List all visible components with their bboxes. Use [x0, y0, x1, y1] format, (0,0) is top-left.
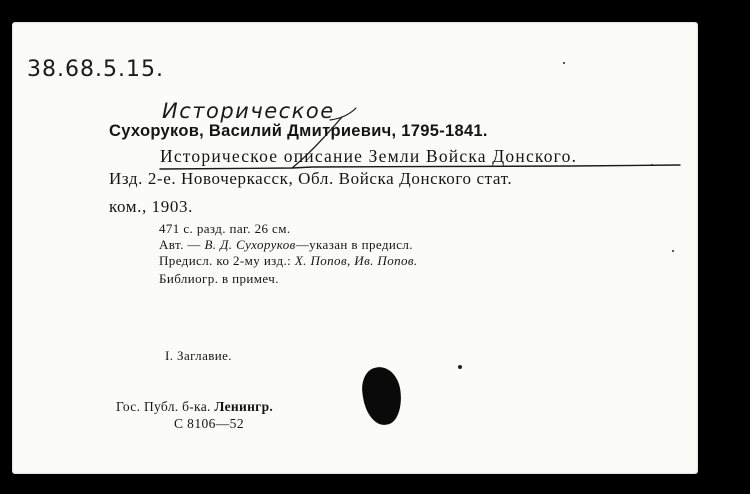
- accession-number: 38.68.5.15.: [27, 57, 164, 82]
- ink-speck: [458, 365, 462, 369]
- note-author-suffix: —указан в предисл.: [295, 237, 413, 252]
- library-stamp: [116, 400, 273, 414]
- pagination: 471 с. разд. паг. 26 см.: [159, 221, 291, 236]
- imprint-line-2: ком., 1903.: [109, 197, 193, 216]
- note-preface-names: Х. Попов, Ив. Попов.: [294, 253, 418, 268]
- note-preface: [159, 254, 418, 267]
- card-number: С 8106—52: [174, 416, 244, 431]
- author-heading: Сухоруков, Василий Дмитриевич, 1795-1841.: [109, 122, 488, 140]
- note-preface-prefix: Предисл. ко 2-му изд.:: [159, 253, 295, 268]
- note-author: [159, 238, 413, 251]
- library-city: Ленингр.: [214, 399, 274, 414]
- title-statement: Историческое описание Земли Войска Донского.: [160, 146, 578, 166]
- subject-tracing: I. Заглавие.: [165, 348, 232, 363]
- imprint-line-1: Изд. 2-е. Новочеркасск, Обл. Войска Донского стат.: [109, 169, 513, 188]
- ink-speck: [651, 164, 653, 166]
- note-bibliography: Библиогр. в примеч.: [159, 271, 279, 286]
- ink-speck: [672, 250, 674, 252]
- library-name: Гос. Публ. б-ка.: [116, 399, 215, 414]
- ink-blot: [359, 365, 405, 428]
- note-author-name: В. Д. Сухоруков: [204, 237, 296, 252]
- catalog-card: [12, 22, 698, 474]
- handwritten-title: Историческое: [162, 99, 335, 123]
- note-author-prefix: Авт. —: [159, 237, 205, 252]
- ink-speck: [563, 62, 565, 64]
